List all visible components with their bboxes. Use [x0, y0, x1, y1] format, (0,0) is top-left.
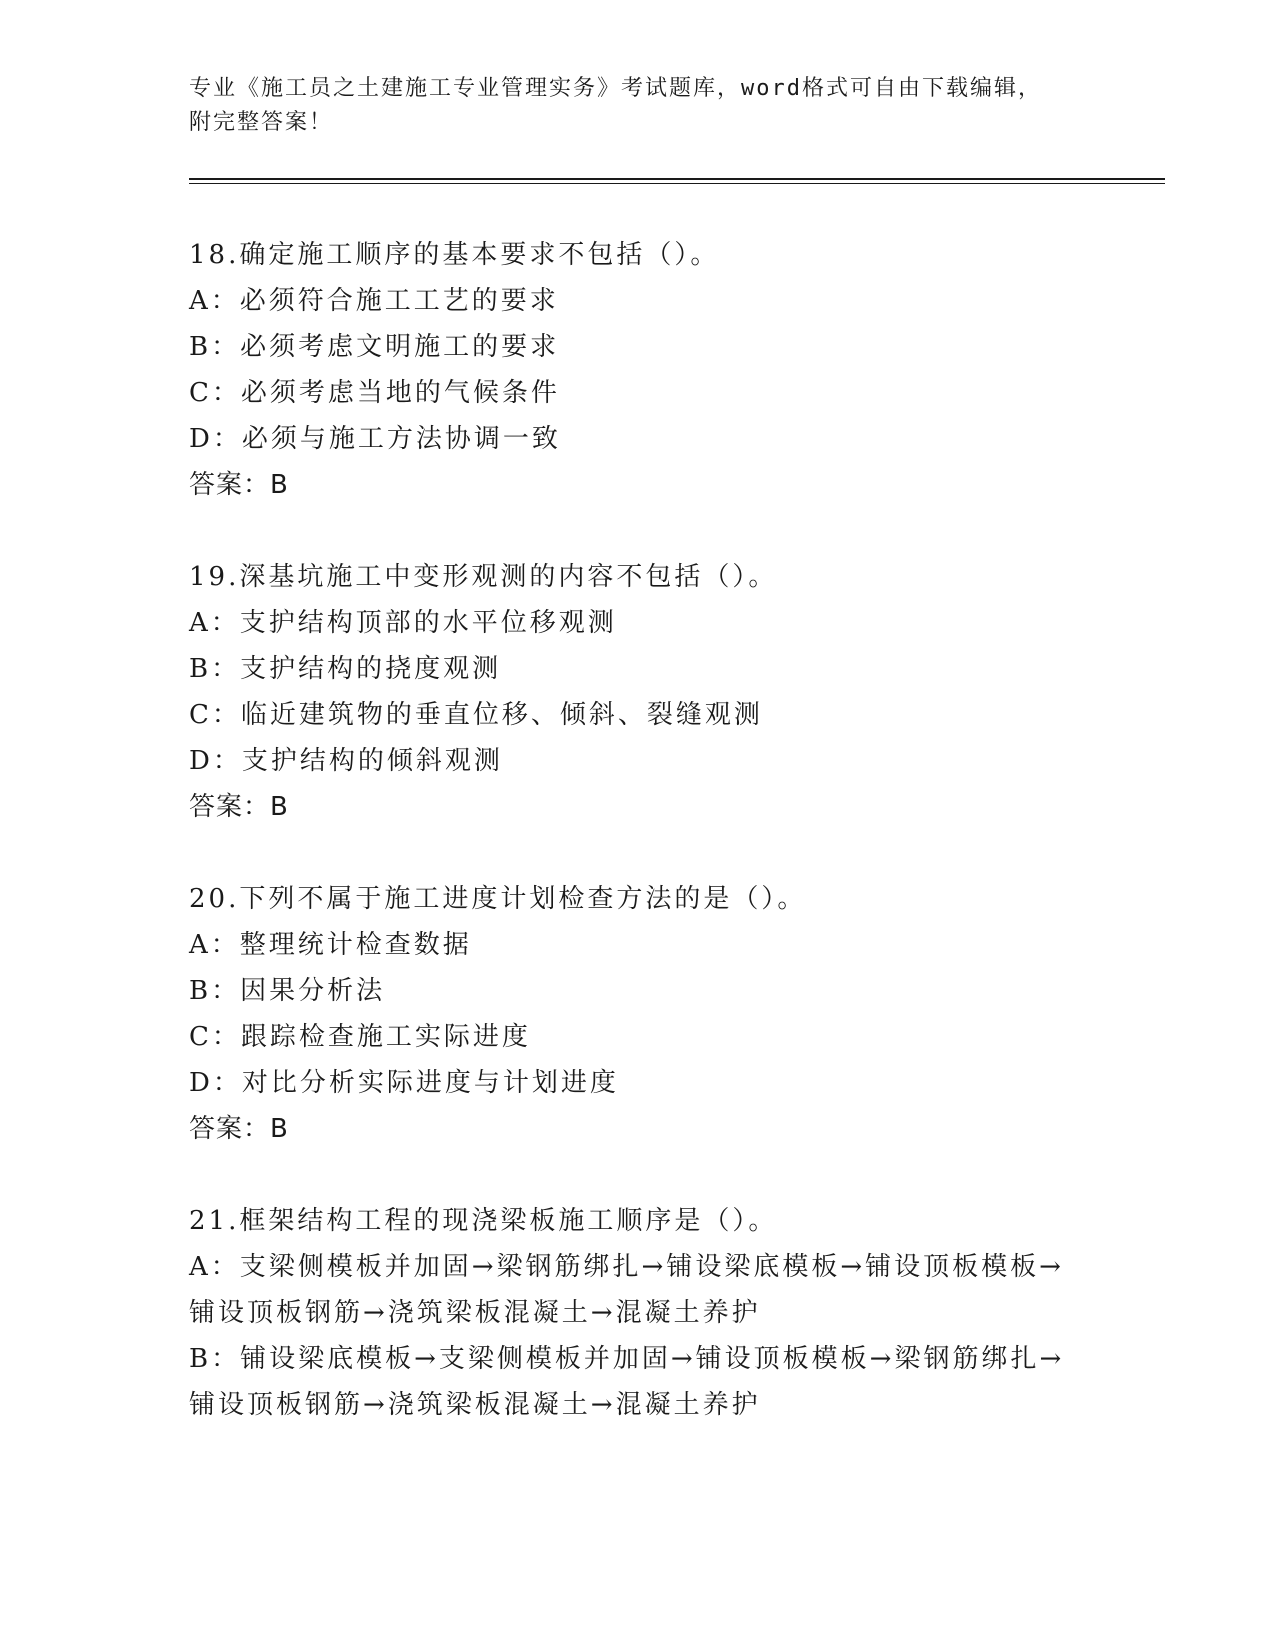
answer-line: 答案：B: [189, 792, 289, 822]
header-line-2: 附完整答案！: [189, 110, 334, 135]
question-18: [189, 232, 1089, 508]
option-c: C：跟踪检查施工实际进度: [189, 1022, 531, 1052]
option-d: D：支护结构的倾斜观测: [189, 746, 503, 776]
option-a-continued: 铺设顶板钢筋→浇筑梁板混凝土→混凝土养护: [189, 1298, 761, 1328]
question-list: [189, 232, 1089, 1428]
option-b-continued: 铺设顶板钢筋→浇筑梁板混凝土→混凝土养护: [189, 1390, 761, 1420]
option-d: D：必须与施工方法协调一致: [189, 424, 561, 454]
header-line-1: 专业《施工员之土建施工专业管理实务》考试题库，word格式可自由下载编辑，: [189, 76, 1042, 101]
option-b: B：支护结构的挠度观测: [189, 654, 502, 684]
option-b: B：因果分析法: [189, 976, 386, 1006]
answer-line: 答案：B: [189, 470, 289, 500]
option-a: A：整理统计检查数据: [189, 930, 472, 960]
answer-line: 答案：B: [189, 1114, 289, 1144]
option-b: B：必须考虑文明施工的要求: [189, 332, 560, 362]
option-b: B：铺设梁底模板→支梁侧模板并加固→铺设顶板模板→梁钢筋绑扎→: [189, 1344, 1065, 1374]
document-header: [189, 72, 1089, 140]
question-title: 21.框架结构工程的现浇梁板施工顺序是（）。: [189, 1206, 778, 1236]
header-divider: [189, 178, 1165, 184]
option-a: A：支护结构顶部的水平位移观测: [189, 608, 617, 638]
option-c: C：必须考虑当地的气候条件: [189, 378, 560, 408]
question-21: [189, 1198, 1089, 1428]
question-title: 19.深基坑施工中变形观测的内容不包括（）。: [189, 562, 778, 592]
question-title: 20.下列不属于施工进度计划检查方法的是（）。: [189, 884, 807, 914]
option-a: A：必须符合施工工艺的要求: [189, 286, 559, 316]
document-page: [189, 0, 1155, 1650]
option-d: D：对比分析实际进度与计划进度: [189, 1068, 619, 1098]
option-a: A：支梁侧模板并加固→梁钢筋绑扎→铺设梁底模板→铺设顶板模板→: [189, 1252, 1064, 1282]
question-19: [189, 554, 1089, 830]
question-title: 18.确定施工顺序的基本要求不包括（）。: [189, 240, 720, 270]
option-c: C：临近建筑物的垂直位移、倾斜、裂缝观测: [189, 700, 763, 730]
question-20: [189, 876, 1089, 1152]
